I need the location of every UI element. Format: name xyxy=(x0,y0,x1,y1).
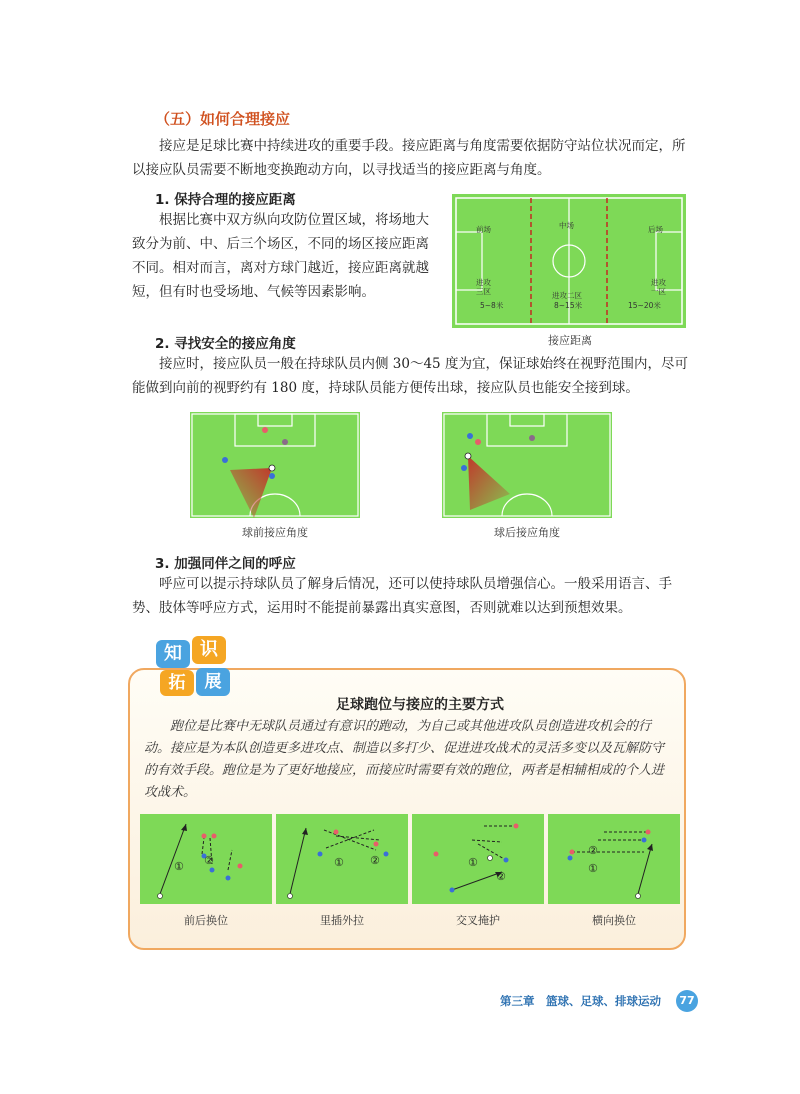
angle-before-caption: 球前接应角度 xyxy=(242,526,308,539)
fig-inside-outside xyxy=(276,814,408,904)
angle-after-figure xyxy=(442,412,612,518)
distance-caption: 接应距离 xyxy=(548,334,592,347)
section-title: （五）如何合理接应 xyxy=(155,110,291,128)
badge-char-2: 识 xyxy=(192,636,226,664)
zone-back-label: 后场 xyxy=(648,225,663,234)
fig-lateral-swap xyxy=(548,814,680,904)
fig-cross-screen xyxy=(412,814,544,904)
item2-title: 2. 寻找安全的接应角度 xyxy=(155,336,296,352)
item1-title: 1. 保持合理的接应距离 xyxy=(155,192,296,208)
knowledge-paragraph: 跑位是比赛中无球队员通过有意识的跑动，为自己或其他进攻队员创造进攻机会的行动。接应是为本队创造更多进攻点、制造以多打少、促进进攻战术的灵活多变以及瓦解防守的有效手段。跑位是为了更好地接应，而接应时需要有效的跑位，两者是相辅相成的个人进攻战术。 xyxy=(144,719,665,800)
angle-after-caption: 球后接应角度 xyxy=(494,526,560,539)
fig2-mark-1: ① xyxy=(334,856,344,869)
knowledge-title: 足球跑位与接应的主要方式 xyxy=(336,697,504,713)
zone-mid-dist: 8~15米 xyxy=(554,301,583,310)
fig2-caption: 里插外拉 xyxy=(320,914,364,927)
item1-paragraph: 根据比赛中双方纵向攻防位置区域，将场地大致分为前、中、后三个场区，不同的场区接应距离不同。相对而言，离对方球门越近，接应距离就越短，但有时也受场地、气候等因素影响。 xyxy=(132,212,429,300)
item2-paragraph: 接应时，接应队员一般在持球队员内侧 30～45 度为宜，保证球始终在视野范围内，尽可能做到向前的视野约有 180 度，持球队员能方便传出球，接应队员也能安全接到球。 xyxy=(132,356,688,396)
fig1-caption: 前后换位 xyxy=(184,914,228,927)
knowledge-badge xyxy=(156,636,238,698)
fig4-mark-1: ① xyxy=(588,862,598,875)
zone-back-dist: 15~20米 xyxy=(628,301,661,310)
fig4-mark-2: ② xyxy=(588,844,598,857)
zone-front-label: 前场 xyxy=(476,225,491,234)
zone-mid-attack: 进攻二区 xyxy=(552,291,582,300)
fig2-mark-2: ② xyxy=(370,854,380,867)
zone-mid-label: 中场 xyxy=(559,221,574,230)
fig3-mark-1: ① xyxy=(468,856,478,869)
item3-paragraph: 呼应可以提示持球队员了解身后情况，还可以使持球队员增强信心。一般采用语言、手势、肢体等呼应方式，运用时不能提前暴露出真实意图，否则就难以达到预想效果。 xyxy=(132,576,672,616)
fig3-caption: 交叉掩护 xyxy=(456,914,500,927)
fig3-mark-2: ② xyxy=(496,870,506,883)
item3-title: 3. 加强同伴之间的呼应 xyxy=(155,556,296,572)
badge-char-1: 知 xyxy=(156,640,190,668)
footer-chapter: 第三章 篮球、足球、排球运动 xyxy=(500,994,661,1008)
fig1-mark-1: ① xyxy=(174,860,184,873)
ball-icon xyxy=(465,453,471,459)
fig1-mark-2: ② xyxy=(204,854,214,867)
distance-field-figure xyxy=(452,194,686,328)
angle-before-figure xyxy=(190,412,360,518)
page-number: 77 xyxy=(676,990,698,1012)
intro-paragraph: 接应是足球比赛中持续进攻的重要手段。接应距离与角度需要依据防守站位状况而定，所以接应队员需要不断地变换跑动方向，以寻找适当的接应距离与角度。 xyxy=(132,138,686,178)
fig4-caption: 横向换位 xyxy=(592,914,636,927)
fig-front-back-swap xyxy=(140,814,272,904)
badge-char-4: 展 xyxy=(196,668,230,696)
zone-back-attack: 进攻一区 xyxy=(651,278,666,296)
badge-char-3: 拓 xyxy=(160,670,194,696)
zone-front-dist: 5~8米 xyxy=(480,301,504,310)
zone-front-attack: 进攻三区 xyxy=(476,278,491,296)
ball-icon xyxy=(269,465,275,471)
